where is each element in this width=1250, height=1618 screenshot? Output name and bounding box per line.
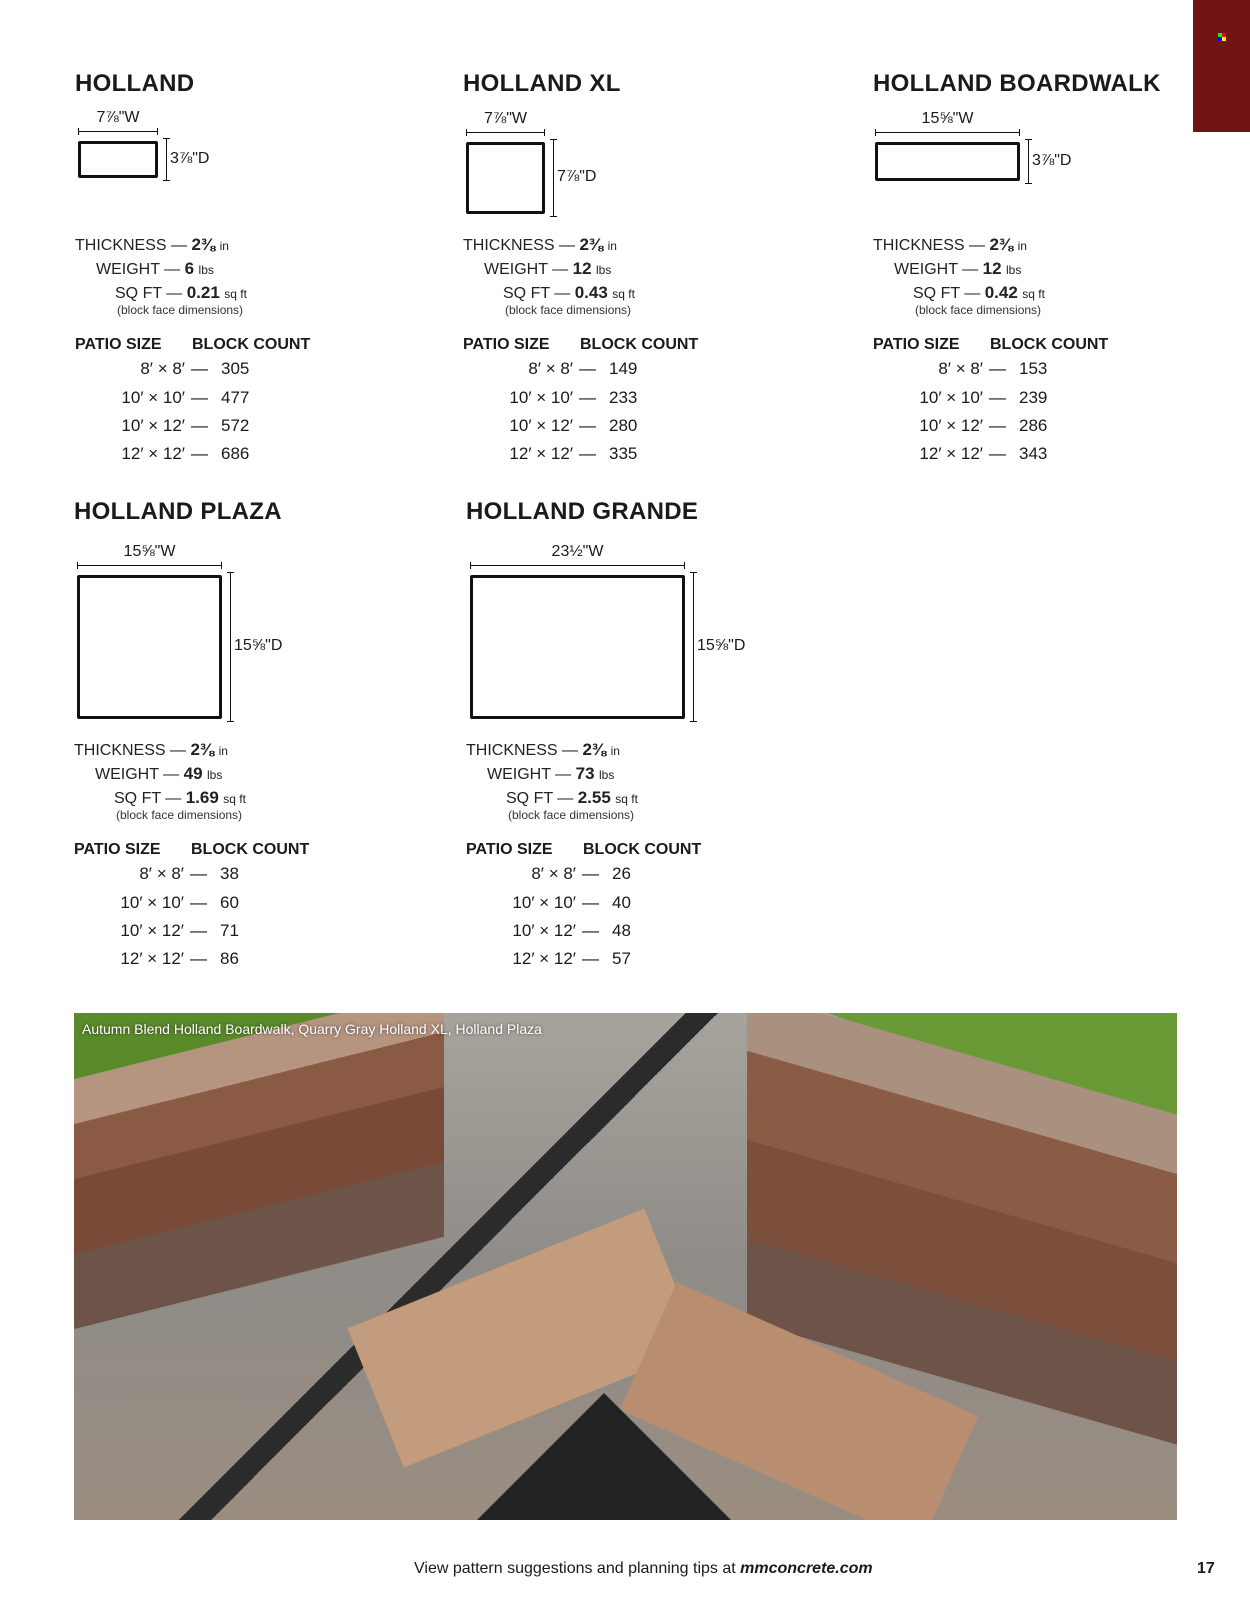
patio-size-header: PATIO SIZE xyxy=(74,841,161,858)
weight-value: 49 xyxy=(183,764,203,783)
dimension-note: (block face dimensions) xyxy=(915,303,1042,317)
sqft-value: 1.69 xyxy=(185,788,219,807)
dash: — xyxy=(191,359,208,378)
patio-size-header: PATIO SIZE xyxy=(873,336,960,353)
weight-unit: lbs xyxy=(1005,263,1022,277)
dash: — xyxy=(190,921,207,940)
patio-size: 12′ × 12′ xyxy=(509,444,573,463)
dash: — xyxy=(989,444,1006,463)
thickness-label: THICKNESS — xyxy=(463,237,576,254)
photo-fire-pit xyxy=(464,1393,744,1520)
weight-spec xyxy=(96,259,214,279)
sqft-spec xyxy=(503,283,635,303)
dash: — xyxy=(190,864,207,883)
thickness-spec xyxy=(873,235,1027,255)
sqft-unit: sq ft xyxy=(612,287,635,301)
block-count: 48 xyxy=(612,921,631,940)
sqft-unit: sq ft xyxy=(1022,287,1045,301)
weight-unit: lbs xyxy=(206,768,223,782)
product-title: HOLLAND XL xyxy=(463,70,621,97)
thickness-spec xyxy=(463,235,617,255)
patio-size: 8′ × 8′ xyxy=(938,359,983,378)
block-count-header: BLOCK COUNT xyxy=(192,336,311,353)
block-count-header: BLOCK COUNT xyxy=(990,336,1109,353)
block-diagram xyxy=(78,141,158,178)
weight-spec xyxy=(487,764,614,784)
patio-size: 12′ × 12′ xyxy=(120,949,184,968)
website-link[interactable]: mmconcrete.com xyxy=(740,1560,873,1577)
weight-spec xyxy=(894,259,1021,279)
block-count-header: BLOCK COUNT xyxy=(191,841,310,858)
block-count: 286 xyxy=(1019,416,1048,435)
block-count: 343 xyxy=(1019,444,1048,463)
thickness-unit: in xyxy=(219,239,229,253)
sqft-unit: sq ft xyxy=(224,287,247,301)
block-count: 280 xyxy=(609,416,638,435)
dimension-note: (block face dimensions) xyxy=(116,808,243,822)
dash: — xyxy=(582,864,599,883)
block-count: 239 xyxy=(1019,387,1048,407)
patio-size: 10′ × 10′ xyxy=(919,387,983,407)
thickness-spec xyxy=(74,740,228,760)
patio-size: 12′ × 12′ xyxy=(512,949,576,968)
patio-size: 10′ × 10′ xyxy=(512,892,576,912)
patio-size: 8′ × 8′ xyxy=(528,359,573,378)
width-dimension-line xyxy=(78,131,158,137)
block-count: 57 xyxy=(612,949,631,968)
block-diagram xyxy=(470,575,685,719)
page-number: 17 xyxy=(1197,1560,1215,1577)
sqft-spec xyxy=(115,283,247,303)
block-count: 335 xyxy=(609,444,638,463)
patio-size: 10′ × 12′ xyxy=(919,416,983,435)
thickness-spec xyxy=(466,740,620,760)
patio-size: 10′ × 12′ xyxy=(121,416,185,435)
dash: — xyxy=(989,387,1006,407)
block-diagram xyxy=(466,142,545,214)
sqft-value: 2.55 xyxy=(577,788,611,807)
sqft-label: SQ FT — xyxy=(503,285,571,302)
block-count: 572 xyxy=(221,416,250,435)
footer-text xyxy=(414,1560,873,1578)
patio-size: 8′ × 8′ xyxy=(531,864,576,883)
depth-label: 15⅝"D xyxy=(697,637,746,654)
thickness-unit: in xyxy=(1017,239,1027,253)
block-count: 38 xyxy=(220,864,239,883)
block-count: 40 xyxy=(612,892,631,912)
weight-label: WEIGHT — xyxy=(95,766,180,783)
dash: — xyxy=(582,921,599,940)
block-count: 477 xyxy=(221,387,250,407)
weight-value: 6 xyxy=(184,259,195,278)
dimension-note: (block face dimensions) xyxy=(117,303,244,317)
weight-label: WEIGHT — xyxy=(894,261,979,278)
width-dimension-line xyxy=(77,565,222,571)
weight-label: WEIGHT — xyxy=(96,261,181,278)
dash: — xyxy=(579,444,596,463)
block-count: 86 xyxy=(220,949,239,968)
weight-label: WEIGHT — xyxy=(484,261,569,278)
thickness-label: THICKNESS — xyxy=(74,742,187,759)
weight-value: 73 xyxy=(575,764,595,783)
weight-unit: lbs xyxy=(198,263,214,277)
thickness-label: THICKNESS — xyxy=(873,237,986,254)
block-count: 26 xyxy=(612,864,631,883)
width-label: 15⅝"W xyxy=(921,110,974,127)
dimension-note: (block face dimensions) xyxy=(505,303,632,317)
photo-wall-left xyxy=(74,1013,444,1329)
patio-size: 10′ × 12′ xyxy=(120,921,184,940)
thickness-value: 2⅜ xyxy=(582,740,607,759)
sqft-spec xyxy=(506,788,638,808)
footer-label: View pattern suggestions and planning tips at xyxy=(414,1560,741,1577)
weight-label: WEIGHT — xyxy=(487,766,572,783)
weight-spec xyxy=(95,764,222,784)
color-swatch-icon xyxy=(1218,33,1226,41)
thickness-value: 2⅜ xyxy=(579,235,604,254)
dash: — xyxy=(191,444,208,463)
weight-unit: lbs xyxy=(598,768,615,782)
patio-size: 10′ × 10′ xyxy=(120,892,184,912)
patio-size: 8′ × 8′ xyxy=(139,864,184,883)
block-diagram xyxy=(77,575,222,719)
thickness-spec xyxy=(75,235,229,255)
sqft-label: SQ FT — xyxy=(115,285,183,302)
sqft-value: 0.21 xyxy=(186,283,220,302)
patio-size: 12′ × 12′ xyxy=(121,444,185,463)
section-tab xyxy=(1193,0,1250,132)
block-count: 153 xyxy=(1019,359,1048,378)
depth-label: 3⅞"D xyxy=(170,149,210,167)
block-count: 233 xyxy=(609,387,638,407)
patio-size: 10′ × 12′ xyxy=(512,921,576,940)
thickness-label: THICKNESS — xyxy=(75,237,188,254)
dash: — xyxy=(579,359,596,378)
block-count: 60 xyxy=(220,892,239,912)
depth-label: 7⅞"D xyxy=(557,168,597,185)
width-dimension-line xyxy=(470,565,685,571)
depth-label: 3⅞"D xyxy=(1032,151,1072,169)
thickness-value: 2⅜ xyxy=(191,235,216,254)
patio-size-header: PATIO SIZE xyxy=(466,841,553,858)
thickness-value: 2⅜ xyxy=(989,235,1014,254)
block-diagram xyxy=(875,142,1020,181)
sqft-label: SQ FT — xyxy=(114,790,182,807)
weight-value: 12 xyxy=(982,259,1002,278)
dimension-note: (block face dimensions) xyxy=(508,808,635,822)
width-label: 23½"W xyxy=(551,543,604,560)
block-count-header: BLOCK COUNT xyxy=(580,336,699,353)
photo-caption: Autumn Blend Holland Boardwalk, Quarry Gray Holland XL, Holland Plaza xyxy=(82,1021,542,1037)
dash: — xyxy=(579,387,596,407)
product-photo xyxy=(74,1013,1177,1520)
dash: — xyxy=(582,892,599,912)
dash: — xyxy=(190,949,207,968)
sqft-unit: sq ft xyxy=(223,792,246,806)
width-label: 15⅝"W xyxy=(123,543,176,560)
sqft-label: SQ FT — xyxy=(913,285,981,302)
block-count-header: BLOCK COUNT xyxy=(583,841,702,858)
width-dimension-line xyxy=(875,132,1020,138)
block-count: 71 xyxy=(220,921,239,940)
sqft-unit: sq ft xyxy=(615,792,638,806)
sqft-spec xyxy=(114,788,246,808)
width-label: 7⅞"W xyxy=(96,109,140,126)
product-title: HOLLAND BOARDWALK xyxy=(873,70,1161,97)
thickness-unit: in xyxy=(610,744,620,758)
patio-size: 10′ × 10′ xyxy=(121,387,185,407)
block-count: 305 xyxy=(221,359,250,378)
sqft-value: 0.42 xyxy=(984,283,1018,302)
block-count: 686 xyxy=(221,444,250,463)
sqft-value: 0.43 xyxy=(574,283,608,302)
thickness-unit: in xyxy=(218,744,228,758)
patio-size-header: PATIO SIZE xyxy=(75,336,162,353)
dash: — xyxy=(989,359,1006,378)
weight-value: 12 xyxy=(572,259,592,278)
thickness-value: 2⅜ xyxy=(190,740,215,759)
block-count: 149 xyxy=(609,359,638,378)
width-label: 7⅞"W xyxy=(483,110,528,127)
width-dimension-line xyxy=(466,132,545,138)
dash: — xyxy=(582,949,599,968)
thickness-unit: in xyxy=(607,239,617,253)
patio-size: 10′ × 10′ xyxy=(509,387,573,407)
patio-size: 8′ × 8′ xyxy=(140,359,185,378)
thickness-label: THICKNESS — xyxy=(466,742,579,759)
dash: — xyxy=(191,387,208,407)
product-title: HOLLAND xyxy=(75,70,195,97)
dash: — xyxy=(989,416,1006,435)
product-title: HOLLAND PLAZA xyxy=(74,498,282,525)
dash: — xyxy=(190,892,207,912)
weight-unit: lbs xyxy=(595,263,612,277)
weight-spec xyxy=(484,259,611,279)
sqft-label: SQ FT — xyxy=(506,790,574,807)
patio-size: 12′ × 12′ xyxy=(919,444,983,463)
patio-size: 10′ × 12′ xyxy=(509,416,573,435)
depth-label: 15⅝"D xyxy=(234,637,283,654)
dash: — xyxy=(579,416,596,435)
product-title: HOLLAND GRANDE xyxy=(466,498,699,525)
patio-size-header: PATIO SIZE xyxy=(463,336,550,353)
sqft-spec xyxy=(913,283,1045,303)
dash: — xyxy=(191,416,208,435)
